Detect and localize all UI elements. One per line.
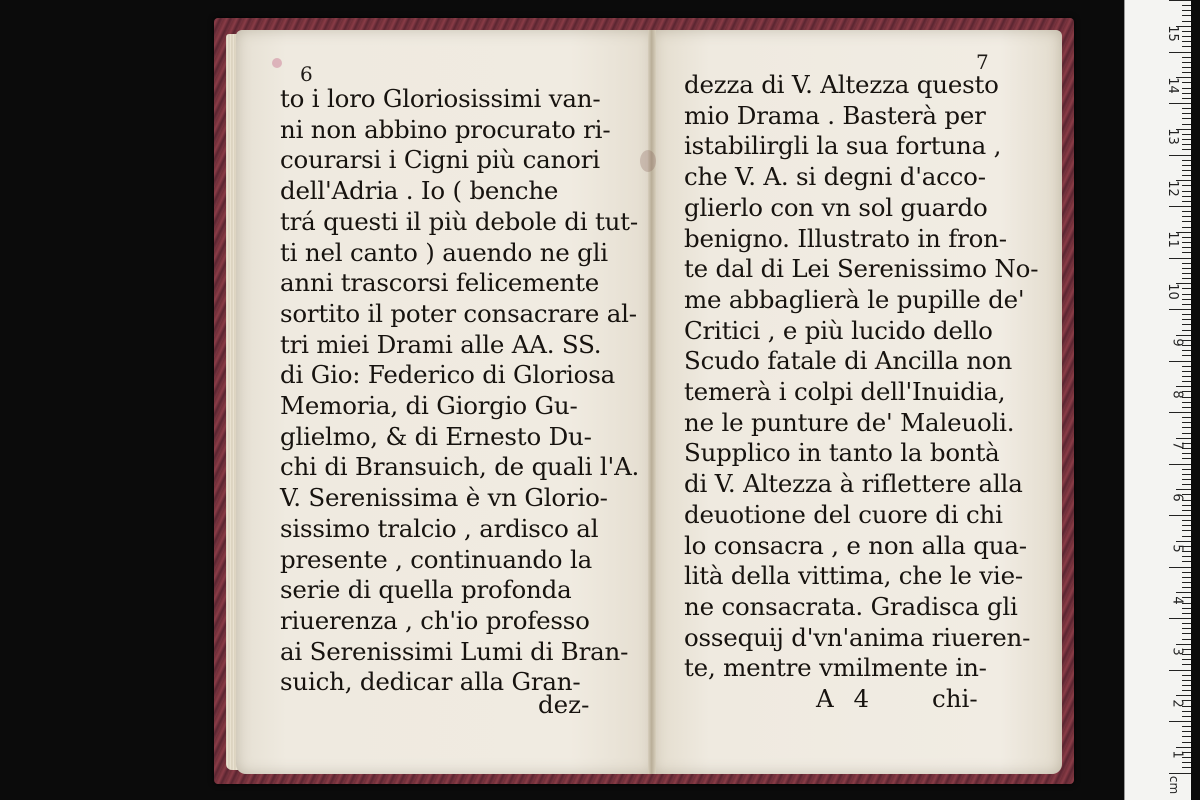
ruler-tick: [1182, 536, 1191, 537]
pink-mark: [272, 58, 282, 68]
ruler-tick: [1182, 134, 1191, 135]
ruler-tick: [1182, 561, 1191, 562]
ruler-tick: [1182, 108, 1191, 109]
ruler-tick: [1182, 422, 1191, 423]
ruler-tick: [1182, 381, 1191, 382]
ruler-tick: [1182, 675, 1191, 676]
ruler-tick: [1182, 299, 1191, 300]
left-page-text: [280, 84, 640, 698]
ruler-tick: [1176, 386, 1191, 387]
ruler-tick: [1182, 149, 1191, 150]
ruler-tick: [1182, 88, 1191, 89]
ruler-tick: [1182, 520, 1191, 521]
right-page-line: istabilirgli la sua fortuna ,: [684, 131, 1002, 161]
ruler-tick: [1182, 453, 1191, 454]
book-gutter: [648, 30, 656, 774]
right-page-line: deuotione del cuore di chi: [684, 499, 1003, 529]
ruler-tick: [1182, 57, 1191, 58]
ruler-tick: [1169, 206, 1191, 207]
left-page-line: dell'Adria . Io ( benche: [280, 176, 559, 206]
ruler-tick: [1182, 474, 1191, 475]
ruler-tick: [1182, 742, 1191, 743]
ink-stain: [640, 150, 656, 172]
ruler-tick: [1182, 221, 1191, 222]
ruler-tick: [1182, 608, 1191, 609]
ruler-tick: [1182, 458, 1191, 459]
left-page-line: presente , continuando la: [280, 544, 592, 574]
ruler-tick: [1182, 82, 1191, 83]
ruler-tick: [1182, 211, 1191, 212]
ruler-tick: [1182, 433, 1191, 434]
ruler-tick: [1182, 577, 1191, 578]
left-page-line: suich, dedicar alla Gran-: [280, 667, 581, 697]
ruler-tick: [1182, 93, 1191, 94]
ruler-tick: [1182, 319, 1191, 320]
ruler-number: 7: [1169, 441, 1185, 450]
ruler-tick: [1169, 103, 1191, 104]
signature-mark: A 4: [816, 684, 876, 713]
ruler-tick: [1169, 52, 1191, 53]
ruler-tick: [1182, 72, 1191, 73]
ruler-number: 4: [1169, 595, 1185, 605]
ruler-tick: [1182, 5, 1191, 6]
ruler-tick: [1169, 155, 1191, 156]
left-page-line: ni non abbino procurato ri-: [280, 114, 611, 144]
right-page-line: Supplico in tanto la bontà: [684, 438, 1000, 468]
ruler-tick: [1182, 505, 1191, 506]
ruler-tick: [1182, 716, 1191, 717]
right-page-line: che V. A. si degni d'acco-: [684, 162, 986, 192]
right-page-line: lità della vittima, che le vie-: [684, 561, 1023, 591]
ruler-tick: [1169, 670, 1191, 671]
right-page-line: Scudo fatale di Ancilla non: [684, 346, 1013, 376]
ruler-tick: [1182, 41, 1191, 42]
left-page-line: courarsi i Cigni più canori: [280, 145, 600, 175]
ruler-tick: [1182, 170, 1191, 171]
ruler-tick: [1182, 324, 1191, 325]
ruler-tick: [1182, 355, 1191, 356]
ruler-number: 10: [1165, 282, 1181, 300]
ruler-tick: [1182, 402, 1191, 403]
ruler-tick: [1182, 767, 1191, 768]
ruler-number: 3: [1169, 647, 1185, 656]
ruler-tick: [1176, 541, 1191, 542]
ruler-tick: [1182, 160, 1191, 161]
ruler-tick: [1182, 314, 1191, 315]
ruler-tick: [1182, 144, 1191, 145]
ruler-tick: [1182, 711, 1191, 712]
right-page-line: mio Drama . Basterà per: [684, 100, 986, 130]
left-page-line: ai Serenissimi Lumi di Bran-: [280, 636, 629, 666]
ruler-tick: [1169, 361, 1191, 362]
ruler-number: 2: [1169, 698, 1185, 708]
ruler-tick: [1182, 304, 1191, 305]
ruler-tick: [1176, 695, 1191, 696]
right-page-line: glierlo con vn sol guardo: [684, 192, 988, 222]
left-page-line: serie di quella profonda: [280, 575, 572, 605]
ruler-tick: [1169, 412, 1191, 413]
ruler-tick: [1182, 582, 1191, 583]
ruler-tick: [1182, 427, 1191, 428]
ruler-number: 8: [1169, 389, 1185, 399]
ruler-tick: [1182, 268, 1191, 269]
ruler-tick: [1182, 294, 1191, 295]
ruler-tick: [1182, 525, 1191, 526]
ruler-tick: [1182, 98, 1191, 99]
right-page-line: te dal di Lei Serenissimo No-: [684, 254, 1039, 284]
ruler-tick: [1182, 227, 1191, 228]
ruler-tick: [1182, 21, 1191, 22]
ruler-tick: [1169, 618, 1191, 619]
left-page-line: sissimo tralcio , ardisco al: [280, 513, 599, 543]
ruler-tick: [1169, 309, 1191, 310]
ruler-tick: [1182, 237, 1191, 238]
ruler-tick: [1182, 185, 1191, 186]
right-page-line: di V. Altezza à riflettere alla: [684, 469, 1023, 499]
right-page-line: ossequij d'vn'anima riueren-: [684, 622, 1031, 652]
ruler-tick: [1176, 644, 1191, 645]
measuring-ruler: [1124, 0, 1191, 800]
ruler-tick: [1182, 46, 1191, 47]
left-page-line: tri miei Drami alle AA. SS.: [280, 329, 602, 359]
ruler-tick: [1182, 680, 1191, 681]
ruler-tick: [1182, 685, 1191, 686]
left-page-number: 6: [300, 62, 313, 86]
ruler-tick: [1182, 664, 1191, 665]
ruler-tick: [1182, 731, 1191, 732]
ruler-tick: [1169, 0, 1191, 1]
ruler-tick: [1182, 628, 1191, 629]
ruler-tick: [1176, 438, 1191, 439]
ruler-tick: [1182, 288, 1191, 289]
ruler-tick: [1182, 330, 1191, 331]
ruler-tick: [1182, 62, 1191, 63]
ruler-tick: [1182, 623, 1191, 624]
ruler-tick: [1182, 556, 1191, 557]
ruler-tick: [1182, 31, 1191, 32]
ruler-tick: [1182, 484, 1191, 485]
left-page-line: Memoria, di Giorgio Gu-: [280, 391, 578, 421]
right-page-line: dezza di V. Altezza questo: [684, 70, 999, 99]
ruler-tick: [1182, 36, 1191, 37]
ruler-tick: [1182, 113, 1191, 114]
ruler-tick: [1182, 124, 1191, 125]
ruler-tick: [1182, 15, 1191, 16]
ruler-tick: [1182, 191, 1191, 192]
ruler-number: 1: [1169, 750, 1185, 759]
ruler-tick: [1176, 489, 1191, 490]
ruler-tick: [1182, 572, 1191, 573]
ruler-tick: [1169, 567, 1191, 568]
right-page-text: [684, 70, 1039, 684]
left-page-line: ti nel canto ) auendo ne gli: [280, 237, 608, 267]
right-page-line: me abbaglierà le pupille de': [684, 284, 1025, 314]
ruler-tick: [1182, 736, 1191, 737]
ruler-tick: [1182, 278, 1191, 279]
ruler-number: 13: [1165, 128, 1181, 145]
right-page-line: lo consacra , e non alla qua-: [684, 530, 1027, 560]
ruler-tick: [1182, 613, 1191, 614]
ruler-number: 6: [1169, 492, 1185, 502]
ruler-tick: [1182, 263, 1191, 264]
ruler-unit: cm: [1166, 775, 1181, 795]
ruler-tick: [1182, 366, 1191, 367]
ruler-tick: [1176, 747, 1191, 748]
ruler-tick: [1182, 273, 1191, 274]
ruler-tick: [1182, 371, 1191, 372]
left-page-line: V. Serenissima è vn Glorio-: [280, 483, 608, 513]
ruler-tick: [1182, 407, 1191, 408]
right-page-line: te, mentre vmilmente in-: [684, 653, 987, 683]
ruler-number: 15: [1165, 25, 1181, 42]
right-page-number: 7: [976, 50, 989, 74]
ruler-tick: [1169, 258, 1191, 259]
ruler-tick: [1182, 417, 1191, 418]
ruler-number: 5: [1169, 544, 1185, 553]
ruler-tick: [1182, 639, 1191, 640]
right-page-line: benigno. Illustrato in fron-: [684, 223, 1007, 253]
left-page-line: di Gio: Federico di Gloriosa: [280, 360, 615, 390]
ruler-tick: [1169, 515, 1191, 516]
ruler-number: 11: [1165, 231, 1181, 248]
ruler-tick: [1182, 139, 1191, 140]
ruler-tick: [1176, 592, 1191, 593]
ruler-tick: [1182, 247, 1191, 248]
left-page-line: riuerenza , ch'io professo: [280, 605, 590, 635]
left-page-line: anni trascorsi felicemente: [280, 268, 600, 298]
ruler-tick: [1182, 196, 1191, 197]
ruler-tick: [1182, 118, 1191, 119]
ruler-tick: [1182, 201, 1191, 202]
left-page-line: chi di Bransuich, de quali l'A.: [280, 452, 640, 482]
left-catchword: dez-: [538, 690, 590, 719]
ruler-tick: [1182, 175, 1191, 176]
ruler-tick: [1182, 659, 1191, 660]
left-page-line: trá questi il più debole di tut-: [280, 206, 638, 236]
ruler-tick: [1182, 633, 1191, 634]
ruler-tick: [1176, 335, 1191, 336]
left-page-line: glielmo, & di Ernesto Du-: [280, 421, 592, 451]
ruler-tick: [1169, 721, 1191, 722]
ruler-tick: [1182, 252, 1191, 253]
ruler-tick: [1182, 510, 1191, 511]
ruler-tick: [1169, 773, 1191, 774]
ruler-tick: [1182, 587, 1191, 588]
right-page-line: temerà i colpi dell'Inuidia,: [684, 377, 1006, 407]
left-page-line: to i loro Gloriosissimi van-: [280, 84, 601, 113]
ruler-tick: [1182, 10, 1191, 11]
ruler-tick: [1182, 469, 1191, 470]
ruler-tick: [1182, 67, 1191, 68]
ruler-number: 12: [1165, 179, 1181, 197]
ruler-tick: [1182, 350, 1191, 351]
ruler-number: 14: [1165, 76, 1181, 94]
right-page-line: ne consacrata. Gradisca gli: [684, 591, 1018, 621]
ruler-tick: [1182, 165, 1191, 166]
ruler-tick: [1182, 479, 1191, 480]
left-page-line: sortito il poter consacrare al-: [280, 298, 637, 328]
ruler-tick: [1182, 376, 1191, 377]
ruler-tick: [1182, 216, 1191, 217]
ruler-tick: [1182, 690, 1191, 691]
ruler-tick: [1182, 242, 1191, 243]
right-page-line: Critici , e più lucido dello: [684, 315, 993, 345]
right-catchword: chi-: [932, 684, 978, 713]
right-page-line: ne le punture de' Maleuoli.: [684, 407, 1015, 437]
ruler-tick: [1182, 530, 1191, 531]
ruler-tick: [1182, 762, 1191, 763]
ruler-tick: [1182, 726, 1191, 727]
ruler-tick: [1169, 464, 1191, 465]
ruler-number: 9: [1169, 338, 1185, 347]
